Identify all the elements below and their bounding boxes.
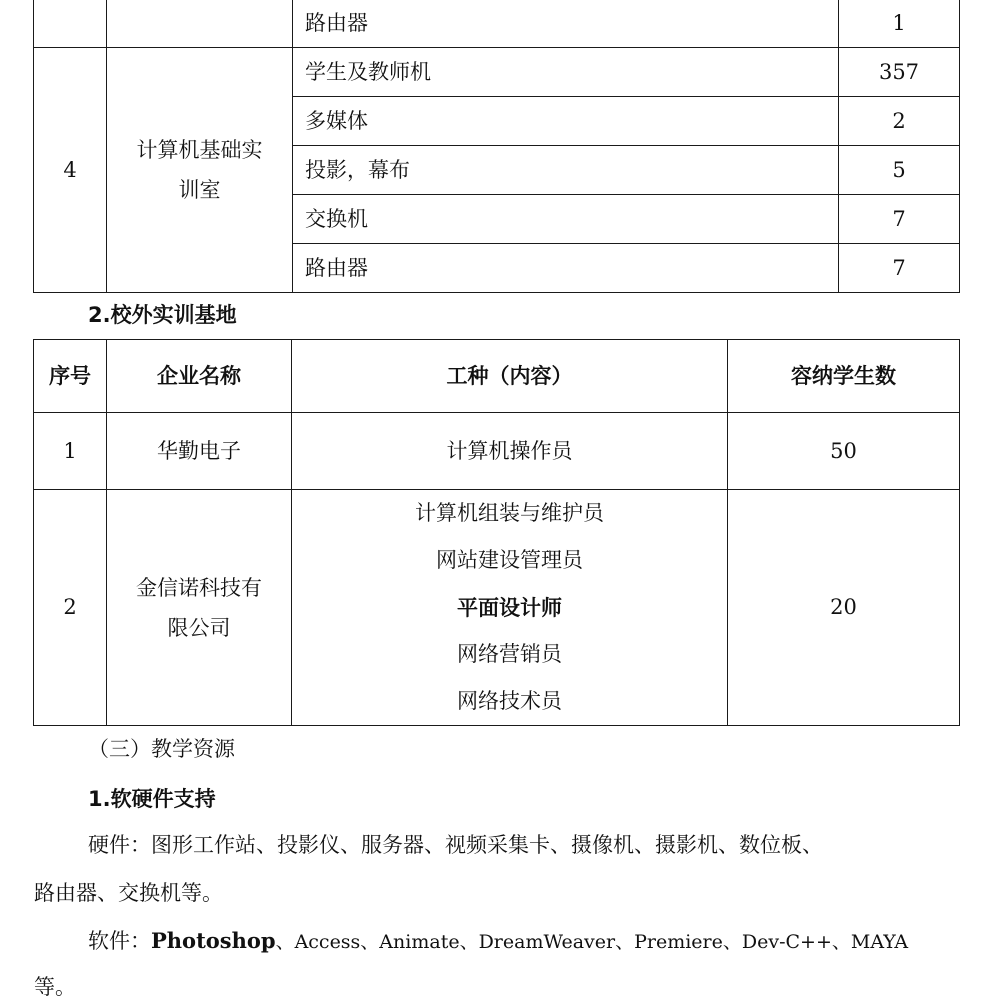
equipment-count-cell: 5	[839, 146, 960, 195]
job-item: 网络技术员	[457, 689, 562, 713]
company-cell: 华勤电子	[107, 413, 292, 490]
index-cell	[34, 0, 107, 48]
table-row	[34, 490, 960, 726]
room-cell	[107, 0, 293, 48]
capacity-cell: 50	[728, 413, 960, 490]
equipment-name-cell: 学生及教师机	[293, 48, 839, 97]
software-photoshop: Photoshop	[151, 928, 276, 953]
equipment-name-cell: 路由器	[293, 0, 839, 48]
equipment-table	[33, 0, 960, 293]
index-cell: 1	[34, 413, 107, 490]
company-name-line: 金信诺科技有	[136, 575, 262, 600]
table-row	[34, 48, 960, 97]
company-cell	[107, 490, 292, 726]
index-cell: 4	[34, 48, 107, 293]
room-name-line: 计算机基础实	[136, 138, 263, 162]
software-paragraph-line	[88, 930, 908, 952]
company-name-line: 限公司	[167, 615, 231, 640]
software-list: 、Access、Animate、DreamWeaver、Premiere、Dev-C++、MAYA	[275, 931, 909, 953]
equipment-count-cell: 1	[839, 0, 960, 48]
subsection-heading: 1.软硬件支持	[88, 787, 216, 811]
software-paragraph-line: 等。	[34, 975, 76, 999]
section-heading: （三）教学资源	[88, 737, 235, 761]
equipment-count-cell: 2	[839, 97, 960, 146]
table-header-row	[34, 340, 960, 413]
table-row	[34, 0, 960, 48]
job-item: 计算机组装与维护员	[415, 501, 604, 525]
hardware-paragraph-line: 硬件：图形工作站、投影仪、服务器、视频采集卡、摄像机、摄影机、数位板、	[88, 833, 823, 857]
equipment-name-cell: 多媒体	[293, 97, 839, 146]
equipment-name-cell: 投影，幕布	[293, 146, 839, 195]
equipment-count-cell: 357	[839, 48, 960, 97]
job-cell: 计算机操作员	[292, 413, 728, 490]
job-cell	[292, 490, 728, 726]
section-heading: 2.校外实训基地	[88, 303, 237, 327]
column-header: 企业名称	[107, 340, 292, 413]
room-cell	[107, 48, 293, 293]
table-row	[34, 413, 960, 490]
column-header: 工种（内容）	[292, 340, 728, 413]
capacity-cell: 20	[728, 490, 960, 726]
job-item: 网站建设管理员	[436, 548, 583, 572]
software-label: 软件：	[88, 929, 151, 953]
offcampus-base-table	[33, 339, 960, 726]
column-header: 容纳学生数	[728, 340, 960, 413]
job-item: 平面设计师	[457, 595, 562, 620]
job-item: 网络营销员	[457, 642, 562, 666]
hardware-paragraph-line: 路由器、交换机等。	[34, 881, 223, 905]
equipment-count-cell: 7	[839, 195, 960, 244]
column-header: 序号	[34, 340, 107, 413]
equipment-name-cell: 交换机	[293, 195, 839, 244]
equipment-name-cell: 路由器	[293, 244, 839, 293]
index-cell: 2	[34, 490, 107, 726]
equipment-count-cell: 7	[839, 244, 960, 293]
room-name-line: 训室	[178, 178, 221, 202]
